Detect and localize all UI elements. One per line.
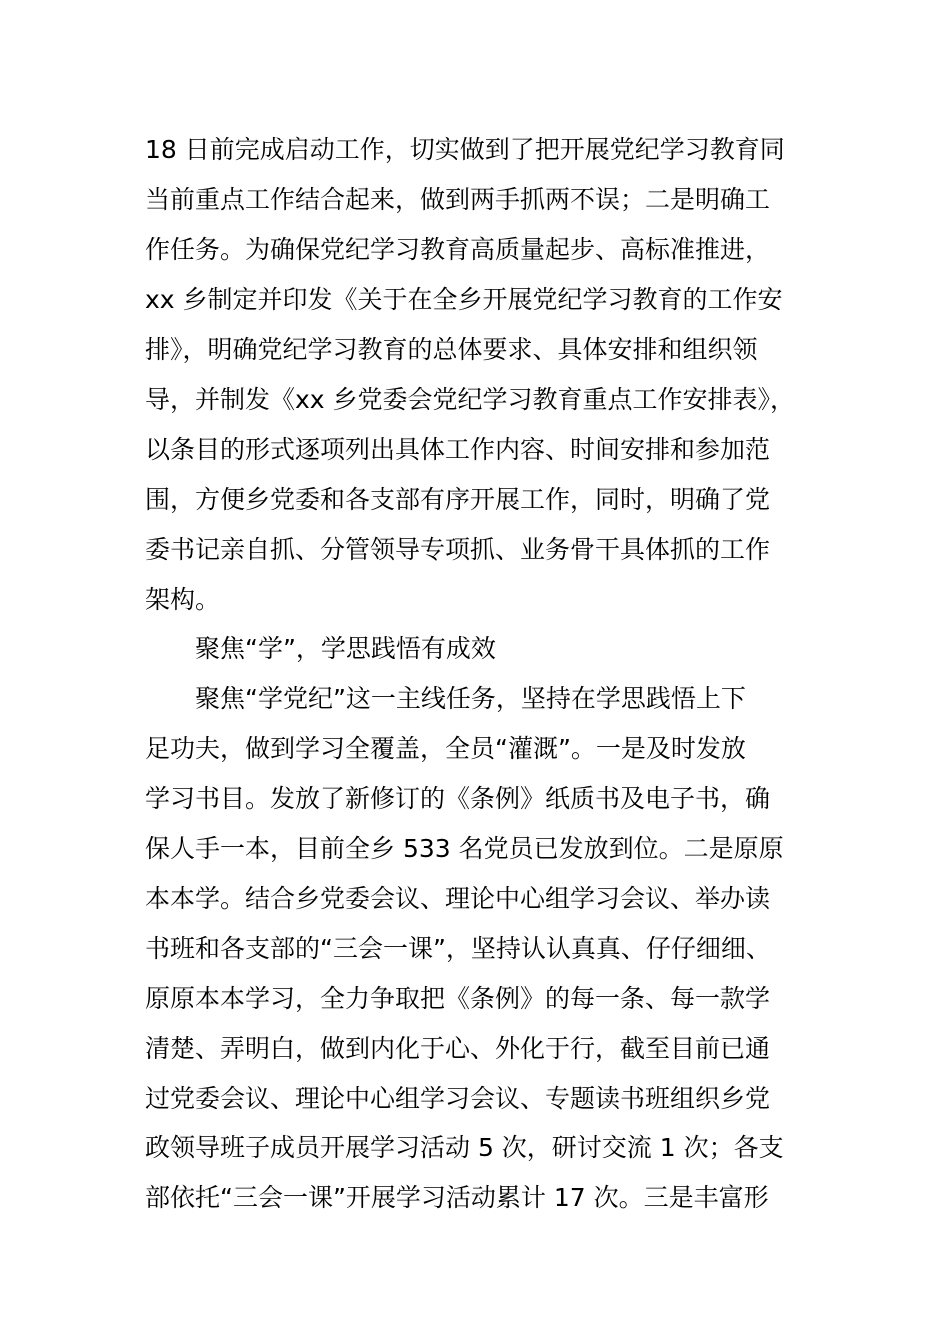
paragraph-line: 原原本本学习，全力争取把《条例》的每一条、每一款学 bbox=[145, 984, 771, 1013]
paragraph-line: 清楚、弄明白，做到内化于心、外化于行，截至目前已通 bbox=[145, 1034, 771, 1063]
paragraph-line: 学习书目。发放了新修订的《条例》纸质书及电子书，确 bbox=[145, 784, 771, 813]
paragraph-line: xx 乡制定并印发《关于在全乡开展党纪学习教育的工作安 bbox=[145, 285, 783, 314]
paragraph-line: 书班和各支部的“三会一课”，坚持认认真真、仔仔细细、 bbox=[145, 934, 771, 963]
paragraph-line: 保人手一本，目前全乡 533 名党员已发放到位。二是原原 bbox=[145, 834, 784, 863]
paragraph-line: 过党委会议、理论中心组学习会议、专题读书班组织乡党 bbox=[145, 1084, 771, 1113]
paragraph-line: 作任务。为确保党纪学习教育高质量起步、高标准推进， bbox=[145, 235, 771, 264]
paragraph-line: 足功夫，做到学习全覆盖，全员“灌溉”。一是及时发放 bbox=[145, 734, 746, 763]
paragraph-line: 聚焦“学党纪”这一主线任务，坚持在学思践悟上下 bbox=[195, 684, 746, 713]
paragraph-line: 导，并制发《xx 乡党委会党纪学习教育重点工作安排表》， bbox=[145, 385, 796, 414]
paragraph-line: 以条目的形式逐项列出具体工作内容、时间安排和参加范 bbox=[145, 435, 771, 464]
paragraph-line: 政领导班子成员开展学习活动 5 次，研讨交流 1 次；各支 bbox=[145, 1133, 784, 1162]
paragraph-line: 排》，明确党纪学习教育的总体要求、具体安排和组织领 bbox=[145, 335, 758, 364]
paragraph-line: 部依托“三会一课”开展学习活动累计 17 次。三是丰富形 bbox=[145, 1183, 769, 1212]
paragraph-line: 架构。 bbox=[145, 585, 221, 614]
paragraph-line: 委书记亲自抓、分管领导专项抓、业务骨干具体抓的工作 bbox=[145, 535, 771, 564]
paragraph-line: 当前重点工作结合起来，做到两手抓两不误；二是明确工 bbox=[145, 185, 771, 214]
section-heading: 聚焦“学”，学思践悟有成效 bbox=[195, 634, 496, 663]
paragraph-line: 本本学。结合乡党委会议、理论中心组学习会议、举办读 bbox=[145, 884, 771, 913]
paragraph-line: 围，方便乡党委和各支部有序开展工作，同时，明确了党 bbox=[145, 485, 771, 514]
paragraph-line: 18 日前完成启动工作，切实做到了把开展党纪学习教育同 bbox=[145, 135, 785, 164]
